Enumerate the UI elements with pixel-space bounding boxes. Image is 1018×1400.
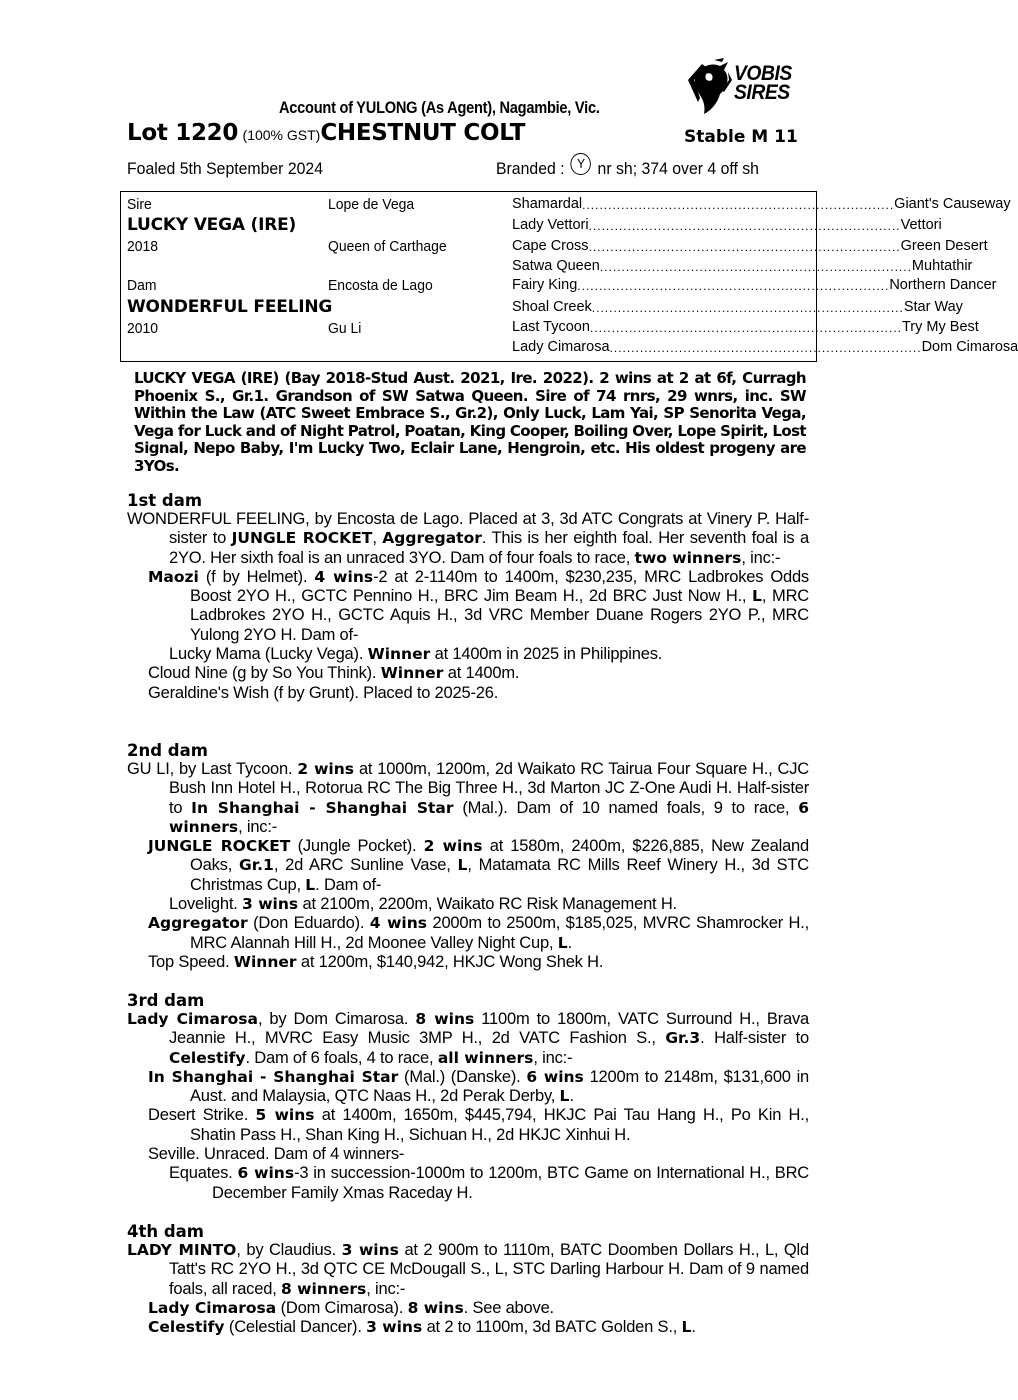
dam-entry: GU LI, by Last Tycoon. 2 wins at 1000m, 1200m, 2d Waikato RC Tairua Four Square H., CJC Bush Inn Hotel H., Rotorua RC The Big Three H., 3d Marton JC Z-One Audi H. Half-sister to In Shanghai - Shanghai Star (Mal.). Dam of 10 named foals, 9 to race, 6 winners, inc:- — [127, 760, 810, 836]
progeny-entry: Maozi (f by Helmet). 4 wins-2 at 2-1140m to 1400m, $230,235, MRC Ladbrokes Odds Boost 2YO H., GCTC Pennino H., BRC Jim Beam H., 2d BRC Just Now H., L, MRC Ladbrokes 2YO H., GCTC Aquis H., 3d VRC Member Duane Rogers 2YO P., MRC Yulong 2YO H. Dam of- — [148, 567, 809, 644]
horse-description: CHESTNUT COLT — [320, 120, 526, 146]
sire-year: 2018 — [127, 238, 159, 255]
grand-progeny-entry: Lucky Mama (Lucky Vega). Winner at 1400m in 2025 in Philippines. — [169, 645, 663, 664]
grand-progeny-entry: Equates. 6 wins-3 in succession-1000m to 1200m, BTC Game on International H., BRC December Family Xmas Raceday H. — [169, 1164, 809, 1202]
grandparent-row — [512, 299, 963, 317]
progeny-entry: Celestify (Celestial Dancer). 3 wins at 2 to 1100m, 3d BATC Golden S., L. — [148, 1318, 696, 1337]
grandparent-row — [512, 339, 1018, 357]
progeny-entry: In Shanghai - Shanghai Star (Mal.) (Danske). 6 wins 1200m to 2148m, $131,600 in Aust. and Malaysia, QTC Naas H., 2d Perak Derby, L. — [148, 1067, 810, 1106]
logo-line-1: VOBIS — [734, 62, 792, 85]
gst-note: (100% GST) — [242, 127, 321, 143]
section-3rd-dam — [127, 1010, 809, 1203]
foaled-date: Foaled 5th September 2024 — [127, 159, 324, 178]
dam-entry: LADY MINTO, by Claudius. 3 wins at 2 900m to 1110m, BATC Doomben Dollars H., L, Qld Tatt's RC 2YO H., 3d QTC CE McDougall S., L, STC Darling Harbour H. Dam of 9 named foals, all raced, 8 winners, inc:- — [127, 1241, 809, 1298]
section-heading-4th-dam: 4th dam — [127, 1222, 204, 1241]
grandparent-row — [512, 277, 997, 295]
sire-label: Sire — [127, 196, 152, 213]
grand-sire: Satwa Queen — [512, 258, 600, 274]
dam-sire: Encosta de Lago — [328, 277, 433, 294]
progeny-entry: Seville. Unraced. Dam of 4 winners- — [148, 1145, 405, 1164]
leader-dots: ........................................................................ — [591, 301, 904, 315]
progeny-entry: Aggregator (Don Eduardo). 4 wins 2000m to 2500m, $185,025, MVRC Shamrocker H., MRC Alannah Hill H., 2d Moonee Valley Night Cup, L. — [148, 914, 809, 952]
grandparent-row — [512, 196, 1011, 214]
grandparent-row — [512, 319, 979, 337]
grand-dam-sire: Green Desert — [900, 238, 988, 254]
grand-sire: Lady Cimarosa — [512, 339, 610, 355]
grand-progeny-entry: Lovelight. 3 wins at 2100m, 2200m, Waikato RC Risk Management H. — [169, 895, 677, 914]
dam-entry: WONDERFUL FEELING, by Encosta de Lago. Placed at 3, 3d ATC Congrats at Vinery P. Half-sister to JUNGLE ROCKET, Aggregator. This is her eighth foal. Her seventh foal is a 2YO. Her sixth foal is an unraced 3YO. Dam of four foals to race, two winners, inc:- — [127, 510, 809, 567]
grand-sire: Shamardal — [512, 196, 583, 212]
grand-dam-sire: Giant's Causeway — [894, 196, 1011, 212]
horse-rider-icon — [684, 58, 734, 116]
vendor-account: Account of YULONG (As Agent), Nagambie, Vic. — [279, 98, 600, 117]
grand-dam-sire: Northern Dancer — [889, 277, 997, 293]
dam-year: 2010 — [127, 320, 159, 337]
grand-dam-sire: Muhtathir — [911, 258, 973, 274]
leader-dots: ........................................................................ — [588, 240, 901, 254]
section-4th-dam — [127, 1241, 809, 1337]
brand-symbol-icon: Y — [571, 153, 591, 175]
progeny-entry: Desert Strike. 5 wins at 1400m, 1650m, $445,794, HKJC Pai Tau Hang H., Po Kin H., Shatin Pass H., Shan King H., Sichuan H., 2d HKJC Xinhui H. — [148, 1106, 809, 1144]
sire-summary: LUCKY VEGA (IRE) (Bay 2018-Stud Aust. 2021, Ire. 2022). 2 wins at 2 at 6f, Curragh Phoenix S., Gr.1. Grandson of SW Satwa Queen. Sire of 74 rnrs, 29 wnrs, inc. SW Within the Law (ATC Sweet Embrace S., Gr.2), Only Luck, Lam Yai, SP Senorita Vega, Vega for Luck and of Night Patrol, Poatan, King Cooper, Boiling Over, Lope Spirit, Lost Signal, Nepo Baby, I'm Lucky Two, Eclair Lane, Hengroin, etc. His oldest progeny are 3YOs. — [134, 369, 806, 475]
leader-dots: ........................................................................ — [609, 341, 922, 355]
progeny-entry: Lady Cimarosa (Dom Cimarosa). 8 wins. See above. — [148, 1298, 554, 1317]
grandparent-row — [512, 258, 973, 276]
branded-info — [496, 156, 759, 183]
grandparent-row — [512, 217, 942, 235]
dam-name: WONDERFUL FEELING — [127, 297, 333, 317]
lot-number: Lot 1220 — [127, 120, 239, 146]
dam-entry: Lady Cimarosa, by Dom Cimarosa. 8 wins 1100m to 1800m, VATC Surround H., Brava Jeannie H., MVRC Easy Music 3MP H., 2d VATC Fashion S., Gr.3. Half-sister to Celestify. Dam of 6 foals, 4 to race, all winners, inc:- — [127, 1010, 809, 1067]
branded-text: nr sh; 374 over 4 off sh — [597, 159, 759, 178]
grand-dam-sire: Try My Best — [901, 319, 979, 335]
grand-sire: Cape Cross — [512, 238, 589, 254]
vobis-sires-logo — [684, 58, 820, 116]
sire-name: LUCKY VEGA (IRE) — [127, 215, 297, 235]
leader-dots: ........................................................................ — [582, 198, 895, 212]
section-2nd-dam — [127, 760, 809, 972]
grandparent-row — [512, 238, 988, 256]
grand-sire: Lady Vettori — [512, 217, 589, 233]
section-heading-1st-dam: 1st dam — [127, 491, 203, 510]
lot-title — [127, 120, 525, 146]
progeny-entry: Top Speed. Winner at 1200m, $140,942, HKJC Wong Shek H. — [148, 952, 604, 971]
leader-dots: ........................................................................ — [589, 321, 902, 335]
logo-text — [734, 64, 792, 102]
branded-label: Branded : — [496, 159, 565, 178]
section-1st-dam — [127, 510, 809, 703]
sire-sire: Lope de Vega — [328, 196, 415, 213]
grand-sire: Last Tycoon — [512, 319, 590, 335]
grand-sire: Fairy King — [512, 277, 578, 293]
leader-dots: ........................................................................ — [588, 219, 901, 233]
sire-dam: Queen of Carthage — [328, 238, 447, 255]
leader-dots: ........................................................................ — [577, 279, 890, 293]
leader-dots: ........................................................................ — [599, 260, 912, 274]
stable-location: Stable M 11 — [684, 127, 798, 147]
dam-label: Dam — [127, 277, 157, 294]
pedigree-table — [120, 191, 1018, 362]
progeny-entry: Geraldine's Wish (f by Grunt). Placed to 2025-26. — [148, 683, 499, 702]
logo-line-2: SIRES — [734, 81, 790, 104]
grand-dam-sire: Star Way — [903, 299, 963, 315]
grand-sire: Shoal Creek — [512, 299, 592, 315]
progeny-entry: JUNGLE ROCKET (Jungle Pocket). 2 wins at 1580m, 2400m, $226,885, New Zealand Oaks, Gr.1, 2d ARC Sunline Vase, L, Matamata RC Mills Reef Winery H., 3d STC Christmas Cup, L. Dam of- — [148, 837, 810, 894]
section-heading-2nd-dam: 2nd dam — [127, 741, 208, 760]
progeny-entry: Cloud Nine (g by So You Think). Winner at 1400m. — [148, 664, 520, 683]
grand-dam-sire: Dom Cimarosa — [921, 339, 1018, 355]
dam-dam: Gu Li — [328, 320, 362, 337]
grand-dam-sire: Vettori — [900, 217, 942, 233]
section-heading-3rd-dam: 3rd dam — [127, 991, 205, 1010]
